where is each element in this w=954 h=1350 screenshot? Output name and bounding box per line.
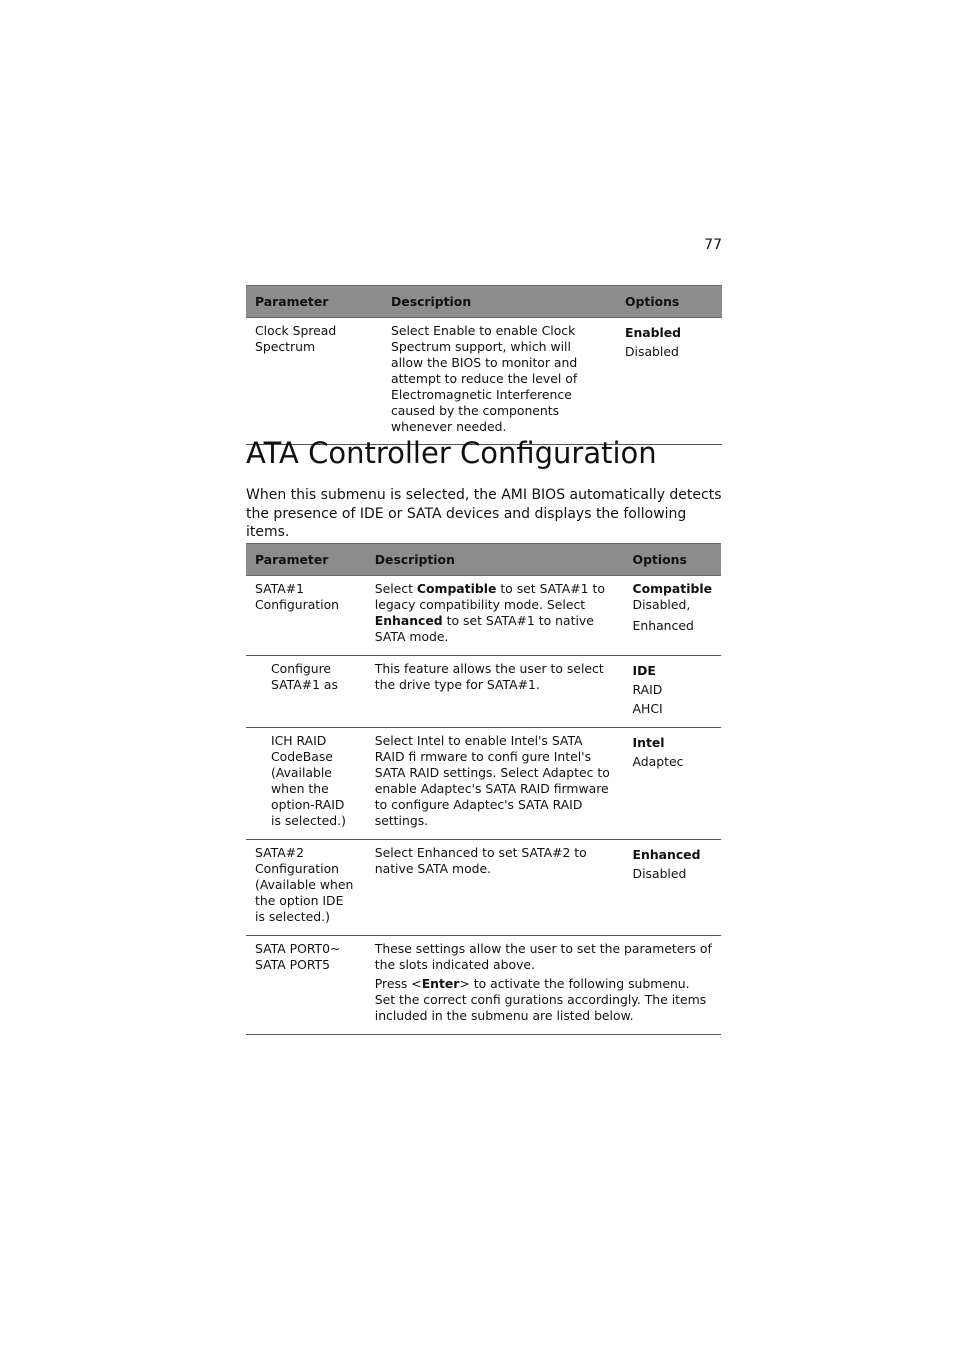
header-options: Options: [616, 286, 722, 318]
row-options: [624, 840, 721, 936]
option: Enhanced: [632, 618, 694, 633]
keyword: Enter: [421, 976, 460, 991]
row-description: Select Compatible to set SATA#1 to legacy compatibility mode. Select Enhanced to set SATA#1 to native SATA mode.: [366, 576, 624, 656]
description-paragraph: These settings allow the user to set the parameters of the slots indicated above.: [374, 941, 712, 972]
option-default: Intel: [632, 735, 665, 750]
row-description: Select Enable to enable Clock Spectrum support, which will allow the BIOS to monitor and attempt to reduce the level of Electromagnetic Interference caused by the components whenever needed.: [382, 318, 616, 445]
table-row: [246, 656, 721, 728]
row-parameter: Clock Spread Spectrum: [246, 318, 382, 445]
row-options: [624, 656, 721, 728]
option: Disabled: [632, 866, 687, 881]
description-paragraph: Press <Enter> to activate the following submenu. Set the correct confi gurations accordingly. The items included in the submenu are listed below.: [374, 976, 707, 1023]
header-parameter: Parameter: [246, 286, 382, 318]
option-default: IDE: [632, 663, 656, 678]
option: Disabled: [625, 344, 679, 359]
row-description: [366, 936, 721, 1035]
row-parameter: Configure SATA#1 as: [246, 656, 366, 728]
keyword: Compatible: [416, 581, 497, 596]
section-intro: When this submenu is selected, the AMI BIOS automatically detects the presence of IDE or SATA devices and displays the following items.: [246, 487, 722, 540]
option-default: Compatible: [632, 581, 712, 596]
option-default: Enhanced: [632, 847, 701, 862]
header-parameter: Parameter: [246, 544, 366, 576]
keyword: Enhanced: [374, 613, 443, 628]
table-header-row: [246, 544, 721, 576]
table-row: [246, 936, 721, 1035]
section-title: ATA Controller Configuration: [246, 436, 657, 470]
header-description: Description: [382, 286, 616, 318]
row-description: Select Enhanced to set SATA#2 to native SATA mode.: [366, 840, 624, 936]
row-parameter: SATA#2 Configuration (Available when the option IDE is selected.): [246, 840, 366, 936]
row-description: This feature allows the user to select the drive type for SATA#1.: [366, 656, 624, 728]
table-row: [246, 840, 721, 936]
ata-config-table: [246, 543, 721, 1035]
header-description: Description: [366, 544, 624, 576]
table-row: [246, 576, 721, 656]
clock-spread-table: [246, 285, 722, 445]
row-parameter: SATA#1 Configuration: [246, 576, 366, 656]
row-description: Select Intel to enable Intel's SATA RAID fi rmware to confi gure Intel's SATA RAID settings. Select Adaptec to enable Adaptec's SATA RAID firmware to configure Adaptec's SATA RAID settings.: [366, 728, 624, 840]
table-row: [246, 728, 721, 840]
row-options: [616, 318, 722, 445]
page-number: 77: [704, 237, 722, 253]
option: RAID: [632, 682, 663, 697]
option: Adaptec: [632, 754, 684, 769]
table-header-row: [246, 286, 722, 318]
table-row: [246, 318, 722, 445]
row-parameter: SATA PORT0~ SATA PORT5: [246, 936, 366, 1035]
header-options: Options: [624, 544, 721, 576]
row-options: [624, 728, 721, 840]
option: Disabled,: [632, 597, 691, 612]
row-parameter: ICH RAID CodeBase (Available when the option-RAID is selected.): [246, 728, 366, 840]
option-default: Enabled: [625, 325, 682, 340]
row-options: [624, 576, 721, 656]
option: AHCI: [632, 701, 663, 716]
